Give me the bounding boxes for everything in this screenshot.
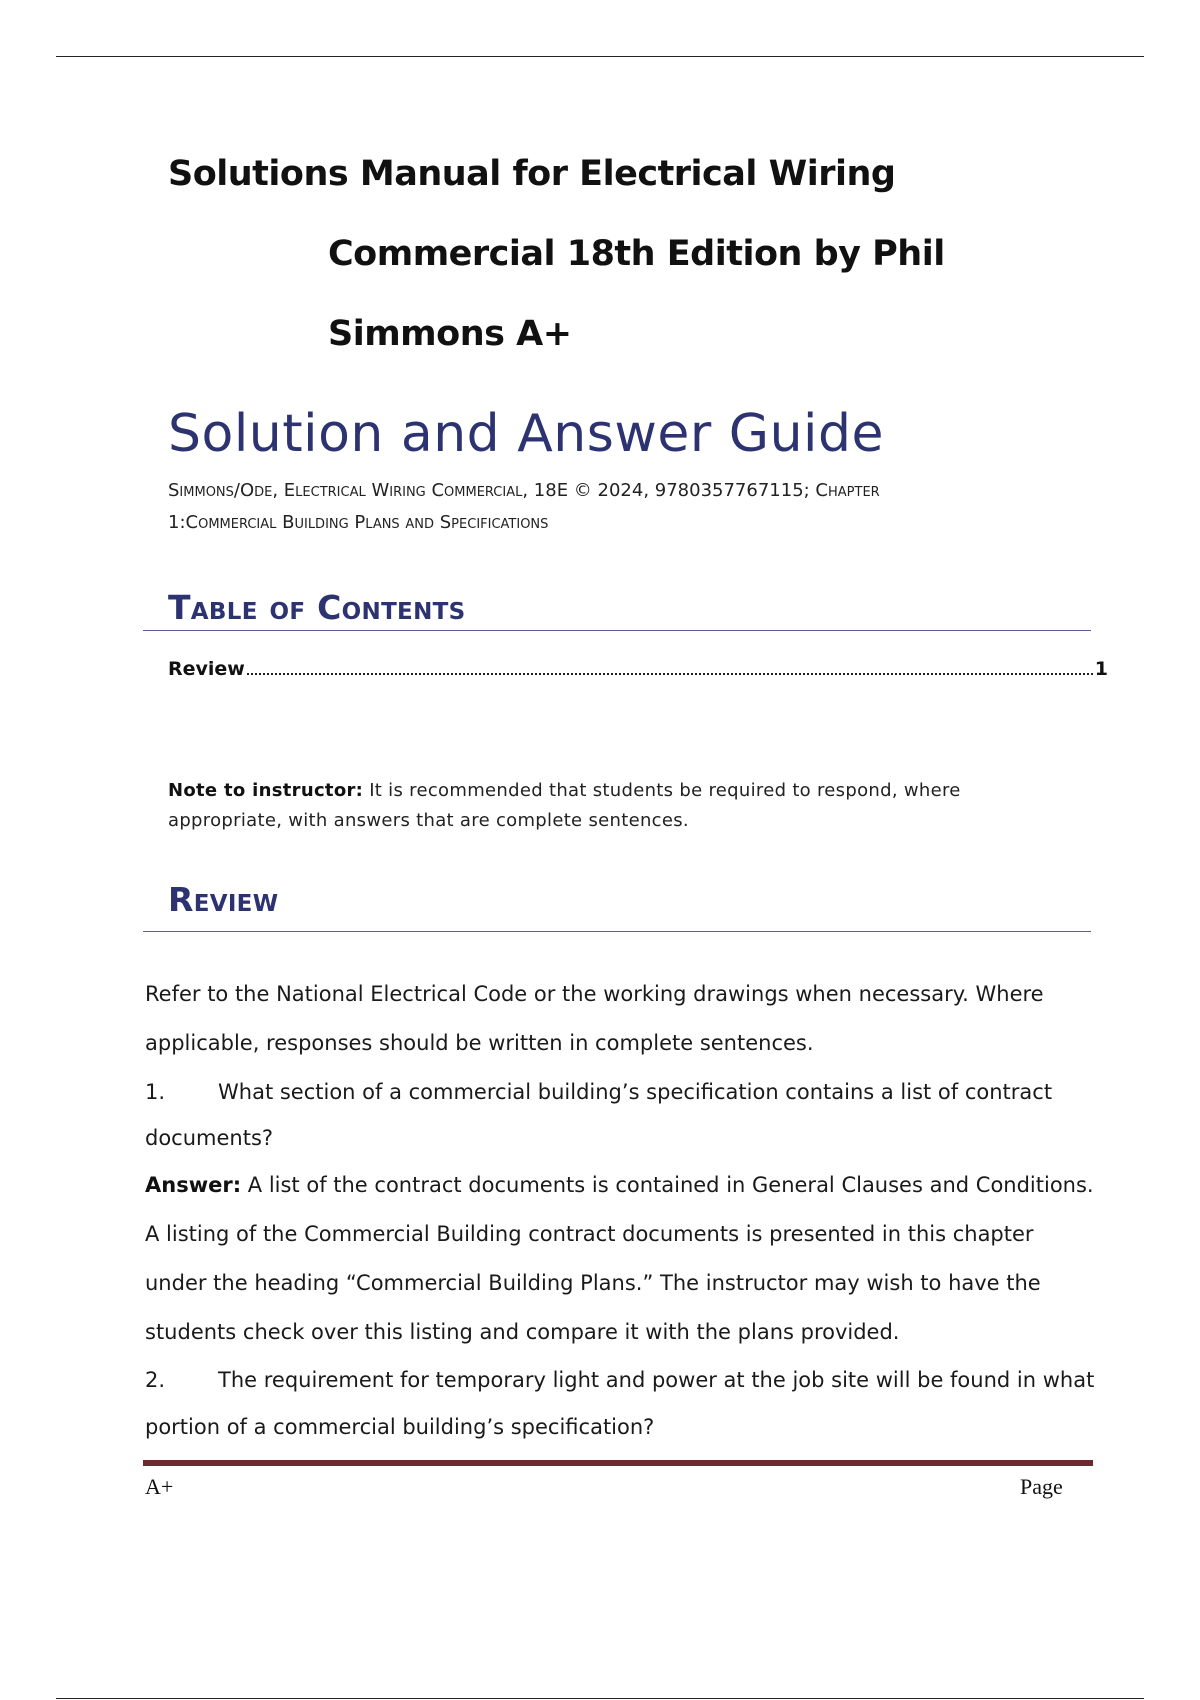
guide-title: Solution and Answer Guide: [168, 404, 884, 464]
subtitle-line-1: Simmons/Ode, Electrical Wiring Commercial, 18E © 2024, 9780357767115; Chapter: [168, 480, 880, 501]
toc-entry-review[interactable]: [168, 658, 1108, 680]
answer-1-line-4: students check over this listing and compare it with the plans provided.: [145, 1320, 900, 1344]
question-1-number: 1.: [145, 1080, 166, 1104]
question-1-text: What section of a commercial building’s specification contains a list of contract: [218, 1080, 1053, 1104]
document-title-line-2: Commercial 18th Edition by Phil: [328, 234, 945, 274]
document-title-line-3: Simmons A+: [328, 314, 572, 354]
answer-1-text: A list of the contract documents is contained in General Clauses and Conditions.: [241, 1173, 1094, 1197]
question-2-text: The requirement for temporary light and power at the job site will be found in what: [218, 1368, 1095, 1392]
note-label: Note to instructor:: [168, 780, 364, 801]
question-1-line-2: documents?: [145, 1126, 274, 1150]
answer-1-line-2: A listing of the Commercial Building contract documents is presented in this chapter: [145, 1222, 1034, 1246]
toc-heading: Table of Contents: [168, 588, 466, 627]
footer-page-label: Page: [1020, 1474, 1063, 1499]
instructor-note: [168, 776, 1028, 836]
toc-dot-leader: [247, 672, 1093, 675]
note-text: It is recommended that students be required to respond, where appropriate, with answers that are complete sentences.: [168, 780, 961, 831]
answer-label: Answer:: [145, 1173, 242, 1197]
question-2-line-2: portion of a commercial building’s specification?: [145, 1415, 655, 1439]
bottom-page-rule: [56, 1698, 1144, 1699]
review-rule: [143, 931, 1091, 932]
answer-1-line-1: [145, 1173, 1094, 1197]
top-page-rule: [56, 56, 1144, 57]
document-title-line-1: Solutions Manual for Electrical Wiring: [168, 154, 896, 194]
intro-line-1: Refer to the National Electrical Code or the working drawings when necessary. Where: [145, 982, 1044, 1006]
footer-left-text: A+: [145, 1474, 174, 1499]
toc-entry-label: Review: [168, 658, 245, 680]
question-2-line-1: [145, 1368, 1094, 1392]
intro-line-2: applicable, responses should be written in complete sentences.: [145, 1031, 814, 1055]
toc-rule: [143, 630, 1091, 631]
review-heading: Review: [168, 880, 279, 919]
question-2-number: 2.: [145, 1368, 166, 1392]
answer-1-line-3: under the heading “Commercial Building Plans.” The instructor may wish to have the: [145, 1271, 1041, 1295]
subtitle-line-2: 1:Commercial Building Plans and Specifications: [168, 512, 549, 533]
footer-rule: [143, 1460, 1093, 1466]
toc-entry-page: 1: [1094, 658, 1108, 680]
question-1-line-1: [145, 1080, 1052, 1104]
